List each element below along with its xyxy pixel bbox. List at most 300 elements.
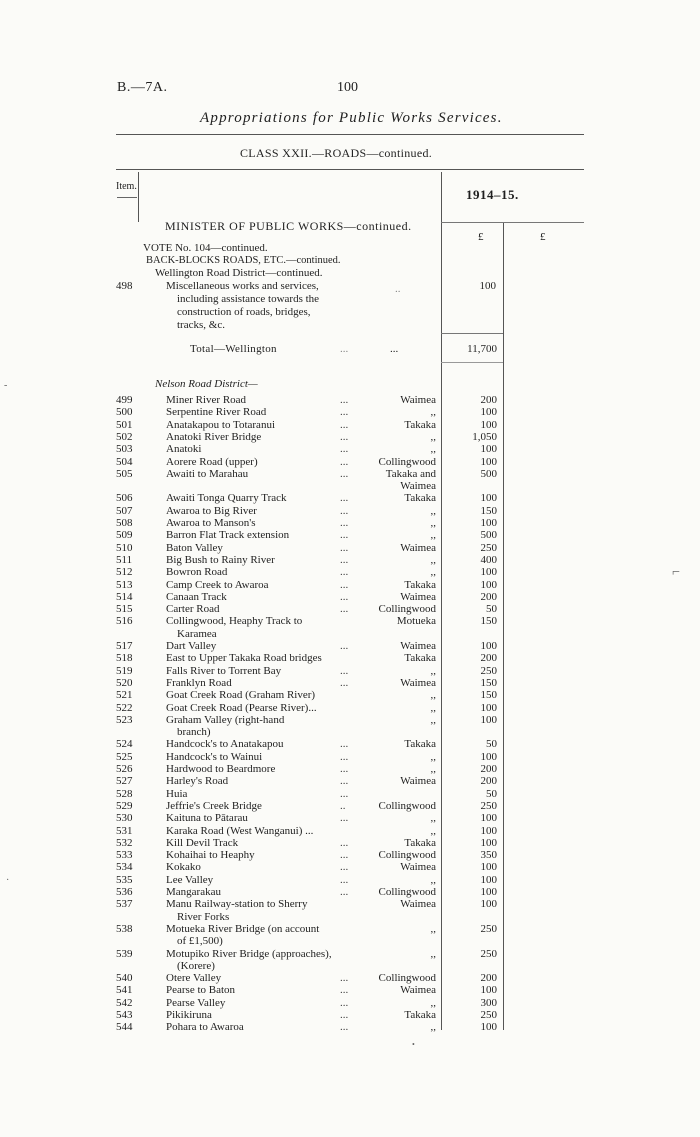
table-row xyxy=(0,713,700,739)
amount: 150 xyxy=(480,676,497,689)
table-row xyxy=(0,467,700,493)
district: Collingwood xyxy=(378,972,436,985)
amount: 100 xyxy=(480,824,497,837)
leader-dots: ... xyxy=(340,1009,349,1021)
item-number: 517 xyxy=(116,640,133,652)
item-number: 499 xyxy=(116,394,133,406)
district: ,, xyxy=(430,812,436,825)
item-name: Falls River to Torrent Bay xyxy=(166,664,282,677)
item-number: 529 xyxy=(116,799,133,812)
leader-dots: ... xyxy=(340,861,349,874)
item-number: 522 xyxy=(116,701,133,714)
item-name: Lee Valley xyxy=(166,873,214,886)
amount: 500 xyxy=(480,529,497,542)
item-498-line-4: tracks, &c. xyxy=(177,319,225,331)
district: ,, xyxy=(430,824,436,837)
amount: 250 xyxy=(480,1009,497,1021)
pound-sign-2: £ xyxy=(540,231,546,243)
item-name: Pikikiruna xyxy=(166,1009,212,1021)
item-number: 514 xyxy=(116,590,133,603)
amount: 100 xyxy=(480,578,497,591)
item-number: 527 xyxy=(116,775,133,788)
backblocks-heading: BACK-BLOCKS ROADS, ETC.—continued. xyxy=(146,255,341,266)
table-row xyxy=(0,394,700,406)
item-name: Anatoki xyxy=(166,443,202,456)
district: ,, xyxy=(430,664,436,677)
district: Takaka xyxy=(404,738,436,751)
table-row xyxy=(0,456,700,468)
item-number: 512 xyxy=(116,566,133,579)
item-number: 535 xyxy=(116,873,133,886)
item-name: Serpentine River Road xyxy=(166,406,267,419)
district: ,, xyxy=(430,517,436,529)
page-number: 100 xyxy=(337,80,358,95)
item-number: 521 xyxy=(116,689,133,702)
item-name: Bowron Road xyxy=(166,566,228,579)
amount: 200 xyxy=(480,775,497,788)
district: ,, xyxy=(430,996,436,1009)
total-wellington-amount: 11,700 xyxy=(467,343,497,355)
amount: 350 xyxy=(480,849,497,862)
leader-dots: ... xyxy=(340,406,349,419)
leader-dots: ... xyxy=(340,738,349,751)
amount: 50 xyxy=(486,738,497,751)
table-row xyxy=(0,751,700,763)
vote-heading: VOTE No. 104—continued. xyxy=(143,242,268,254)
item-number: 504 xyxy=(116,455,133,468)
table-row xyxy=(0,788,700,800)
table-row xyxy=(0,812,700,824)
district: Waimea xyxy=(400,640,436,652)
leader-dots: ... xyxy=(340,443,349,456)
table-row xyxy=(0,997,700,1009)
table-row xyxy=(0,517,700,529)
amount: 100 xyxy=(480,455,497,468)
table-row xyxy=(0,763,700,775)
table-row xyxy=(0,603,700,615)
item-498-line-3: construction of roads, bridges, xyxy=(177,306,311,318)
leader-dots: ... xyxy=(340,873,349,886)
amount: 100 xyxy=(480,886,497,898)
amount: 100 xyxy=(480,898,497,911)
item-name: Huia xyxy=(166,787,188,800)
amount: 100 xyxy=(480,861,497,874)
district: Collingwood xyxy=(378,886,436,898)
amount: 250 xyxy=(480,922,497,935)
item-number: 538 xyxy=(116,922,133,935)
amount: 100 xyxy=(480,566,497,579)
district: ,, xyxy=(430,1021,436,1034)
item-header-underline xyxy=(117,197,137,198)
table-row xyxy=(0,837,700,849)
district: Takaka xyxy=(404,836,436,849)
item-name-continued: River Forks xyxy=(177,910,230,923)
table-row xyxy=(0,579,700,591)
total-upper-rule xyxy=(441,333,503,334)
district: Waimea xyxy=(400,541,436,554)
header-rule xyxy=(116,169,584,170)
amount: 300 xyxy=(480,996,497,1009)
amount: 1,050 xyxy=(472,430,497,443)
district: ,, xyxy=(430,406,436,419)
item-498-dots: .. xyxy=(395,283,401,295)
district: Collingwood xyxy=(378,603,436,616)
leader-dots: ... xyxy=(340,578,349,591)
item-name: Kill Devil Track xyxy=(166,836,239,849)
page-title: Appropriations for Public Works Services. xyxy=(200,110,503,126)
leader-dots: ... xyxy=(340,517,349,529)
amount: 100 xyxy=(480,873,497,886)
item-name: Awaiti to Marahau xyxy=(166,467,249,480)
district: Waimea xyxy=(400,394,436,406)
item-number-498: 498 xyxy=(116,280,133,292)
table-row xyxy=(0,591,700,603)
total-lower-rule xyxy=(441,362,503,363)
item-number: 500 xyxy=(116,406,133,419)
item-name: Otere Valley xyxy=(166,972,222,985)
leader-dots: ... xyxy=(340,996,349,1009)
item-name: Harley's Road xyxy=(166,775,229,788)
table-row xyxy=(0,640,700,652)
leader-dots: ... xyxy=(340,566,349,579)
leader-dots: ... xyxy=(340,418,349,431)
item-number: 509 xyxy=(116,529,133,542)
item-name: Karaka Road (West Wanganui) ... xyxy=(166,824,314,837)
district: Waimea xyxy=(400,775,436,788)
district: ,, xyxy=(430,504,436,517)
district: ,, xyxy=(430,553,436,566)
item-name: Dart Valley xyxy=(166,640,217,652)
item-number: 523 xyxy=(116,713,133,726)
item-name: Barron Flat Track extension xyxy=(166,529,290,542)
item-name: Goat Creek Road (Pearse River)... xyxy=(166,701,317,714)
item-number: 541 xyxy=(116,984,133,997)
item-number: 505 xyxy=(116,467,133,480)
item-name: Big Bush to Rainy River xyxy=(166,553,275,566)
table-row xyxy=(0,542,700,554)
item-name: Miner River Road xyxy=(166,394,247,406)
item-name: Handcock's to Wainui xyxy=(166,750,263,763)
table-row xyxy=(0,738,700,750)
amount: 100 xyxy=(480,492,497,505)
item-number: 528 xyxy=(116,787,133,800)
table-row xyxy=(0,566,700,578)
district: Waimea xyxy=(400,898,436,911)
leader-dots: ... xyxy=(340,590,349,603)
amount: 100 xyxy=(480,701,497,714)
leader-dots: ... xyxy=(340,775,349,788)
item-name: Anatakapou to Totaranui xyxy=(166,418,275,431)
table-row xyxy=(0,652,700,664)
district-continued: Waimea xyxy=(400,480,436,493)
pound-sign-1: £ xyxy=(478,231,484,243)
item-number: 516 xyxy=(116,615,133,628)
leader-dots: ... xyxy=(340,640,349,652)
item-name: Canaan Track xyxy=(166,590,227,603)
table-row xyxy=(0,849,700,861)
item-number: 502 xyxy=(116,430,133,443)
leader-dots: ... xyxy=(340,467,349,480)
item-name: Awaiti Tonga Quarry Track xyxy=(166,492,287,505)
leader-dots: ... xyxy=(340,430,349,443)
table-row xyxy=(0,886,700,898)
district: Waimea xyxy=(400,861,436,874)
item-number: 533 xyxy=(116,849,133,862)
leader-dots: ... xyxy=(340,836,349,849)
district: ,, xyxy=(430,529,436,542)
district: Takaka xyxy=(404,492,436,505)
leader-dots: ... xyxy=(340,984,349,997)
item-name: Motupiko River Bridge (approaches), xyxy=(166,947,332,960)
table-row xyxy=(0,689,700,701)
district: Takaka xyxy=(404,418,436,431)
amount: 100 xyxy=(480,713,497,726)
district: Takaka and xyxy=(385,467,436,480)
margin-mark-1: - xyxy=(4,380,8,391)
item-number: 520 xyxy=(116,676,133,689)
item-name-continued: of £1,500) xyxy=(177,935,223,948)
item-name: Collingwood, Heaphy Track to xyxy=(166,615,303,628)
amount: 250 xyxy=(480,664,497,677)
item-name: Goat Creek Road (Graham River) xyxy=(166,689,316,702)
item-column-header: Item. xyxy=(116,181,137,192)
amount: 50 xyxy=(486,787,497,800)
district: ,, xyxy=(430,566,436,579)
item-number: 525 xyxy=(116,750,133,763)
amount: 100 xyxy=(480,443,497,456)
district: Collingwood xyxy=(378,455,436,468)
item-number: 536 xyxy=(116,886,133,898)
item-name: Pohara to Awaroa xyxy=(166,1021,244,1034)
table-row xyxy=(0,419,700,431)
district: Takaka xyxy=(404,652,436,665)
leader-dots: ... xyxy=(340,763,349,775)
leader-dots: ... xyxy=(340,787,349,800)
table-row xyxy=(0,677,700,689)
leader-dots: ... xyxy=(340,750,349,763)
item-name: Motueka River Bridge (on account xyxy=(166,922,320,935)
item-number: 530 xyxy=(116,812,133,825)
item-name: Pearse Valley xyxy=(166,996,226,1009)
table-row xyxy=(0,443,700,455)
table-row xyxy=(0,431,700,443)
amount: 200 xyxy=(480,590,497,603)
total-dots-1: ... xyxy=(340,343,349,355)
district: Collingwood xyxy=(378,849,436,862)
item-name: Pearse to Baton xyxy=(166,984,236,997)
item-name: Jeffrie's Creek Bridge xyxy=(166,799,262,812)
top-rule xyxy=(116,134,584,135)
item-name: Graham Valley (right-hand xyxy=(166,713,285,726)
table-row xyxy=(0,874,700,886)
item-column-divider xyxy=(138,172,139,222)
leader-dots: ... xyxy=(340,455,349,468)
amount: 200 xyxy=(480,652,497,665)
item-name: Carter Road xyxy=(166,603,220,616)
amount: 100 xyxy=(480,406,497,419)
amount: 100 xyxy=(480,418,497,431)
amount: 500 xyxy=(480,467,497,480)
item-number: 503 xyxy=(116,443,133,456)
wellington-district-heading: Wellington Road District—continued. xyxy=(155,267,323,279)
district: ,, xyxy=(430,701,436,714)
item-number: 515 xyxy=(116,603,133,616)
item-number: 524 xyxy=(116,738,133,751)
district: ,, xyxy=(430,763,436,775)
district: Takaka xyxy=(404,578,436,591)
item-498-line-1: Miscellaneous works and services, xyxy=(166,280,319,292)
leader-dots: ... xyxy=(340,394,349,406)
district: Motueka xyxy=(396,615,436,628)
item-number: 532 xyxy=(116,836,133,849)
item-number: 518 xyxy=(116,652,133,665)
item-number: 501 xyxy=(116,418,133,431)
leader-dots: ... xyxy=(340,504,349,517)
table-row xyxy=(0,972,700,984)
item-number: 540 xyxy=(116,972,133,985)
district: ,, xyxy=(430,713,436,726)
district: Collingwood xyxy=(378,799,436,812)
amount: 100 xyxy=(480,640,497,652)
section-code: B.—7A. xyxy=(117,80,168,95)
leader-dots: ... xyxy=(340,676,349,689)
leader-dots: ... xyxy=(340,812,349,825)
amount: 200 xyxy=(480,972,497,985)
margin-mark-4: • xyxy=(412,1040,415,1049)
item-name: Kohaihai to Heaphy xyxy=(166,849,255,862)
item-number: 507 xyxy=(116,504,133,517)
item-number: 519 xyxy=(116,664,133,677)
amount: 200 xyxy=(480,763,497,775)
item-name: Awaroa to Manson's xyxy=(166,517,256,529)
item-number: 534 xyxy=(116,861,133,874)
leader-dots: .. xyxy=(340,799,346,812)
item-name: Anatoki River Bridge xyxy=(166,430,262,443)
item-name: Aorere Road (upper) xyxy=(166,455,258,468)
item-name: Handcock's to Anatakapou xyxy=(166,738,284,751)
leader-dots: ... xyxy=(340,972,349,985)
leader-dots: ... xyxy=(340,1021,349,1034)
item-name: Franklyn Road xyxy=(166,676,232,689)
item-number: 531 xyxy=(116,824,133,837)
item-number: 506 xyxy=(116,492,133,505)
total-wellington-label: Total—Wellington xyxy=(190,343,277,355)
district: Waimea xyxy=(400,590,436,603)
item-name-continued: (Korere) xyxy=(177,959,215,972)
leader-dots: ... xyxy=(340,529,349,542)
amount: 100 xyxy=(480,517,497,529)
table-row xyxy=(0,505,700,517)
district: Waimea xyxy=(400,676,436,689)
table-row xyxy=(0,702,700,714)
amount: 150 xyxy=(480,504,497,517)
item-number: 513 xyxy=(116,578,133,591)
amount: 400 xyxy=(480,553,497,566)
leader-dots: ... xyxy=(340,849,349,862)
district: ,, xyxy=(430,873,436,886)
item-name-continued: branch) xyxy=(177,726,211,739)
item-number: 542 xyxy=(116,996,133,1009)
table-row xyxy=(0,1021,700,1033)
item-number: 537 xyxy=(116,898,133,911)
amount: 250 xyxy=(480,541,497,554)
item-number: 510 xyxy=(116,541,133,554)
table-row xyxy=(0,492,700,504)
table-row xyxy=(0,1009,700,1021)
amount: 250 xyxy=(480,799,497,812)
amount: 100 xyxy=(480,750,497,763)
table-row xyxy=(0,861,700,873)
leader-dots: ... xyxy=(340,553,349,566)
table-row xyxy=(0,529,700,541)
item-498-amount: 100 xyxy=(479,280,496,292)
class-title: CLASS XXII.—ROADS—continued. xyxy=(240,146,433,160)
leader-dots: ... xyxy=(340,664,349,677)
total-dots-2: ... xyxy=(390,343,399,355)
district: Waimea xyxy=(400,984,436,997)
item-name-continued: Karamea xyxy=(177,627,217,640)
year-column-header: 1914–15. xyxy=(466,187,519,202)
district: ,, xyxy=(430,947,436,960)
district: ,, xyxy=(430,922,436,935)
district: ,, xyxy=(430,750,436,763)
item-name: Camp Creek to Awaroa xyxy=(166,578,269,591)
item-name: Kaituna to Pātarau xyxy=(166,812,248,825)
item-name: Hardwood to Beardmore xyxy=(166,763,276,775)
district: ,, xyxy=(430,443,436,456)
amount: 100 xyxy=(480,984,497,997)
leader-dots: ... xyxy=(340,886,349,898)
table-row xyxy=(0,898,700,923)
item-name: Baton Valley xyxy=(166,541,223,554)
table-row xyxy=(0,825,700,837)
district: ,, xyxy=(430,430,436,443)
nelson-district-heading: Nelson Road District— xyxy=(155,378,258,390)
amount: 250 xyxy=(480,947,497,960)
table-row xyxy=(0,665,700,677)
leader-dots: ... xyxy=(340,603,349,616)
item-number: 508 xyxy=(116,517,133,529)
leader-dots: ... xyxy=(340,492,349,505)
margin-mark-3: ⌐ xyxy=(672,565,680,580)
amount: 100 xyxy=(480,812,497,825)
amount: 150 xyxy=(480,615,497,628)
margin-mark-2: · xyxy=(6,875,10,886)
item-number: 511 xyxy=(116,553,133,566)
item-498-description xyxy=(166,280,353,332)
table-row xyxy=(0,922,700,948)
leader-dots: ... xyxy=(340,541,349,554)
table-row xyxy=(0,800,700,812)
amount: 100 xyxy=(480,1021,497,1034)
item-number: 526 xyxy=(116,763,133,775)
item-name: Mangarakau xyxy=(166,886,221,898)
amount: 150 xyxy=(480,689,497,702)
amount: 100 xyxy=(480,836,497,849)
district: ,, xyxy=(430,689,436,702)
table-row xyxy=(0,775,700,787)
minister-heading: MINISTER OF PUBLIC WORKS—continued. xyxy=(165,219,412,233)
table-row xyxy=(0,554,700,566)
amount: 200 xyxy=(480,394,497,406)
item-number: 539 xyxy=(116,947,133,960)
item-498-line-2: including assistance towards the xyxy=(177,293,320,305)
item-number: 544 xyxy=(116,1021,133,1034)
table-row xyxy=(0,406,700,418)
item-name: Kokako xyxy=(166,861,201,874)
item-name: Awaroa to Big River xyxy=(166,504,257,517)
table-row xyxy=(0,947,700,972)
